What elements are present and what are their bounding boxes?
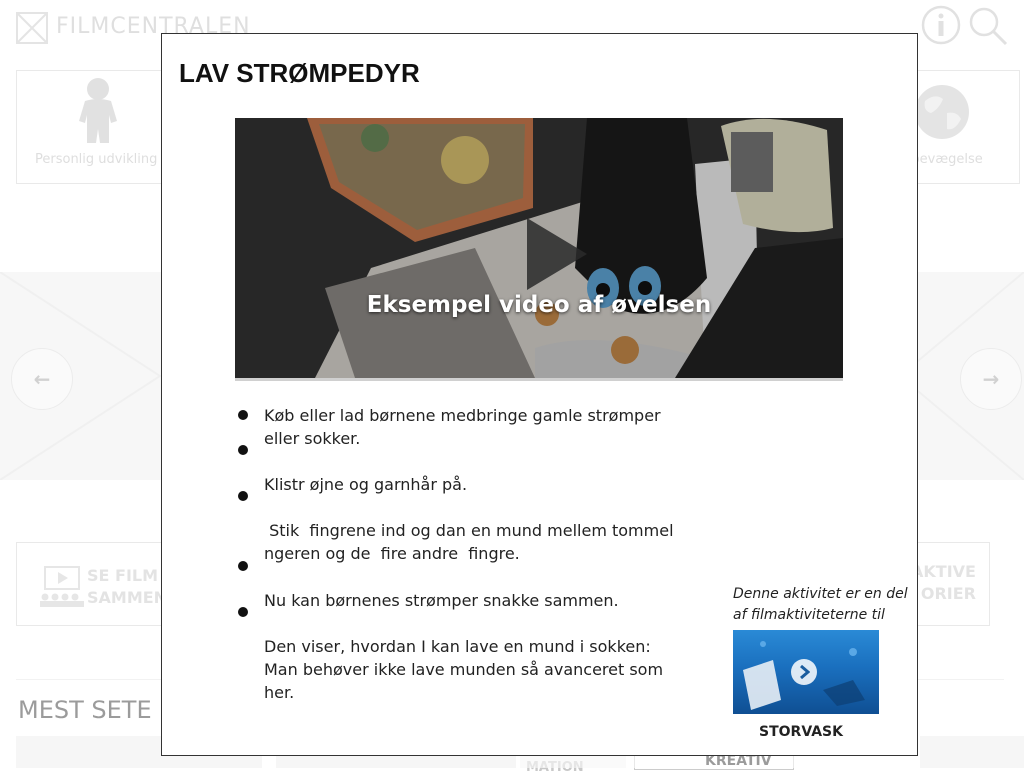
promo-text: Denne aktivitet er en del af filmaktiviteterne til bbox=[733, 586, 908, 623]
play-icon[interactable] bbox=[525, 216, 589, 292]
list-item: Køb eller lad børnene medbringe gamle strømper eller sokker. bbox=[236, 404, 676, 450]
example-video-player[interactable] bbox=[235, 118, 843, 381]
film-promo bbox=[733, 584, 909, 740]
list-item: Nu kan børnenes strømper snakke sammen. bbox=[236, 566, 619, 612]
list-item: Stik fingrene ind og dan en mund mellem tommel ngeren og de fire andre fingre. bbox=[236, 496, 676, 565]
activity-modal bbox=[161, 33, 918, 756]
modal-title: LAV STRØMPEDYR bbox=[179, 58, 420, 88]
chevron-right-icon[interactable] bbox=[791, 659, 817, 685]
list-item: Klistr øjne og garnhår på. bbox=[236, 450, 467, 496]
list-item: Den viser, hvordan I kan lave en mund i sokken: Man behøver ikke lave munden så avanceret som her. bbox=[236, 612, 676, 704]
promo-film-name[interactable]: STORVASK bbox=[759, 724, 843, 740]
film-thumbnail-storvask[interactable] bbox=[733, 630, 879, 714]
video-caption: Eksempel video af øvelsen bbox=[366, 292, 712, 318]
